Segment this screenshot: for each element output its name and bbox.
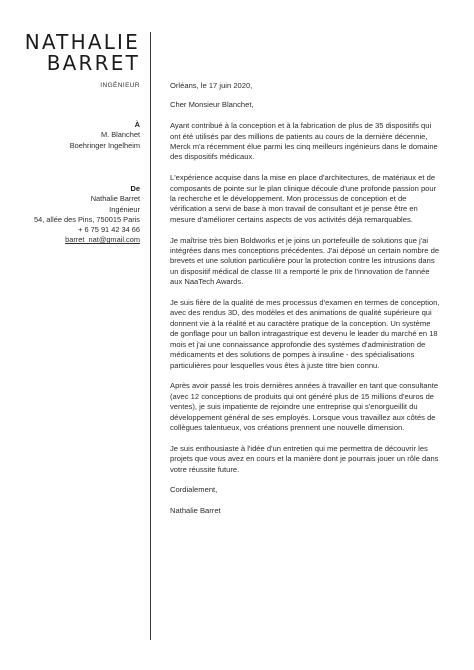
letter-closing: Cordialement,	[170, 485, 218, 495]
recipient-block	[0, 120, 140, 151]
letter-date: Orléans, le 17 juin 2020,	[170, 81, 253, 90]
vertical-divider	[150, 32, 151, 640]
sender-email-link[interactable]: barret_nat@gmail.com	[65, 235, 140, 245]
sender-title: Ingénieur	[109, 204, 140, 214]
sender-heading: De	[130, 184, 140, 193]
letter-paragraph: Ayant contribué à la conception et à la fabrication de plus de 35 dispositifs qui ont été utilisés par des millions de patients au cours de la dernière décennie, Merck m'a récemment élue parmi les cinq meilleurs ingénieurs dans le domaine des dispositifs médicaux.	[170, 121, 438, 162]
letter-paragraph: L'expérience acquise dans la mise en place d'architectures, de matériaux et de composants de pointe sur le plan clinique découle d'une profonde passion pour la recherche et le développement. Mon processus de conception et de vérification a servi de base à mon travail de consultant et je pense être en mesure d'améliorer certains aspects de vos activités déjà remarquables.	[170, 173, 437, 224]
recipient-company: Boehringer Ingelheim	[69, 140, 140, 150]
letter-body	[170, 81, 440, 527]
recipient-name: M. Blanchet	[100, 130, 140, 140]
letter-paragraph: Je maîtrise très bien Boldworks et je joins un portefeuille de solutions que j'ai intégrées dans mes conceptions précédentes. J'ai déposé un certain nombre de brevets et une solution particulière pour la protection contre les intrusions dans un dispositif médical de classe III a remporté le prix de l'innovation de l'année aux NaaTech Awards.	[170, 235, 440, 287]
letter-paragraph: Après avoir passé les trois dernières années à travailler en tant que consultante (avec 12 conceptions de produits qui ont généré plus de 15 millions d'euros de ventes), je suis impatiente de rejoindre une entreprise qui s'enorgueillit du développement général de ses employés. Lorsque vous travaillez aux côtés de collègues talentueux, vos créations prennent une nouvelle dimension.	[170, 381, 439, 432]
sender-address: 54, allée des Pins, 750015 Paris	[33, 214, 140, 224]
sender-name: Nathalie Barret	[90, 194, 140, 204]
applicant-role: INGÉNIEUR	[100, 82, 140, 89]
letter-paragraph: Je suis enthousiaste à l'idée d'un entretien qui me permettra de découvrir les projets que vous avez en cours et la manière dont je pourrais jouer un rôle dans votre réussite future.	[170, 443, 439, 474]
last-name: BARRET	[46, 51, 140, 75]
letter-paragraph: Je suis fière de la qualité de mes processus d'examen en termes de conception, avec des rendus 3D, des modèles et des animations de qualité supérieure qui donnent vie à la réalité et au caractère pratique de la conception. Un système de gonflage pour un ballon intragastrique est devenu le leader du marché en 18 mois et j'ai une connaissance approfondie des systèmes d'administration de médicaments et des solutions de pompes à insuline - des spécialisations particulières pour lesquelles vous êtes à juste titre bien connu.	[170, 298, 440, 370]
first-name: NATHALIE	[24, 30, 140, 54]
letter-salutation: Cher Monsieur Blanchet,	[170, 100, 254, 110]
letter-signature: Nathalie Barret	[170, 506, 221, 516]
recipient-heading: À	[134, 120, 140, 129]
applicant-name	[0, 32, 140, 74]
sender-phone: + 6 75 91 42 34 66	[78, 225, 140, 235]
sender-block	[0, 184, 140, 246]
